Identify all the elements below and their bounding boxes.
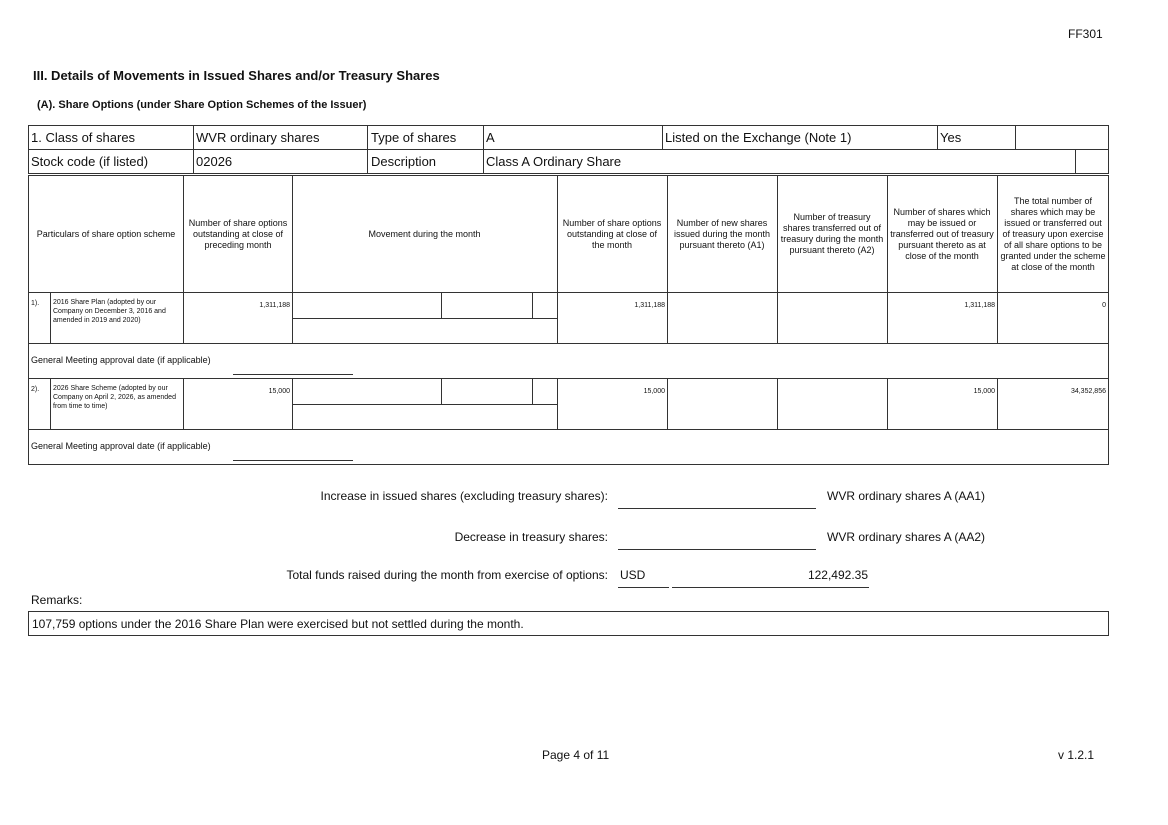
header-movement: Movement during the month	[368, 228, 481, 239]
stock-code-value: 02026	[196, 154, 233, 169]
scheme-1-gm-date-field[interactable]	[233, 374, 353, 375]
funds-amount: 122,492.35	[807, 568, 868, 582]
scheme-1-opening: 1,311,188	[259, 302, 290, 309]
page-number: Page 4 of 11	[542, 748, 610, 762]
form-code: FF301	[1068, 27, 1103, 41]
scheme-2-gm-date-field[interactable]	[233, 460, 353, 461]
scheme-2-name: 2026 Share Scheme (adopted by our Company on April 2, 2026, as amended from time to time)	[53, 385, 176, 410]
header-total-grant: The total number of shares which may be issued or transferred out of treasury upon exercise of all share options to be granted under the scheme at close of the month	[1000, 195, 1106, 272]
decrease-suffix: WVR ordinary shares A (AA2)	[827, 530, 986, 544]
decrease-label: Decrease in treasury shares:	[454, 530, 608, 544]
scheme-2-movement-box	[441, 378, 533, 405]
scheme-2-total-grant: 34,352,856	[1070, 388, 1106, 395]
scheme-1-may-issue: 1,311,188	[964, 302, 995, 309]
scheme-1-total-grant: 0	[1102, 302, 1106, 309]
scheme-2-closing: 15,000	[643, 388, 665, 395]
scheme-2-number: 2).	[31, 386, 40, 393]
class-of-shares-value: WVR ordinary shares	[196, 130, 320, 145]
version: v 1.2.1	[1058, 748, 1095, 762]
listed-label: Listed on the Exchange (Note 1)	[665, 130, 852, 145]
type-of-shares-value: A	[486, 130, 495, 145]
increase-field[interactable]	[618, 508, 816, 509]
scheme-1-gm-label: General Meeting approval date (if applicable)	[31, 355, 211, 365]
listed-value: Yes	[940, 130, 962, 145]
header-opening: Number of share options outstanding at close of preceding month	[188, 217, 288, 250]
scheme-1-name: 2016 Share Plan (adopted by our Company on December 3, 2016 and amended in 2019 and 2020)	[53, 299, 166, 324]
header-may-issue: Number of shares which may be issued or transferred out of treasury pursuant thereto as at close of the month	[890, 206, 994, 261]
remarks-box[interactable]: 107,759 options under the 2016 Share Plan were exercised but not settled during the month.	[28, 611, 1109, 636]
remarks-label: Remarks:	[31, 593, 83, 607]
funds-label: Total funds raised during the month from exercise of options:	[286, 568, 608, 582]
scheme-1-closing: 1,311,188	[634, 302, 665, 309]
header-closing: Number of share options outstanding at close of the month	[562, 217, 662, 250]
increase-label: Increase in issued shares (excluding treasury shares):	[320, 489, 608, 503]
header-particulars: Particulars of share option scheme	[36, 228, 176, 239]
stock-code-label: Stock code (if listed)	[31, 154, 149, 169]
description-label: Description	[371, 154, 437, 169]
scheme-2-opening: 15,000	[268, 388, 290, 395]
header-new-shares: Number of new shares issued during the month pursuant thereto (A1)	[673, 217, 771, 250]
type-of-shares-label: Type of shares	[371, 130, 457, 145]
scheme-2-gm-label: General Meeting approval date (if applicable)	[31, 441, 211, 451]
class-of-shares-label: 1. Class of shares	[31, 130, 136, 145]
increase-suffix: WVR ordinary shares A (AA1)	[827, 489, 986, 503]
section-title: III. Details of Movements in Issued Shares and/or Treasury Shares	[33, 68, 440, 83]
subsection-title: (A). Share Options (under Share Option Schemes of the Issuer)	[37, 99, 367, 111]
description-value: Class A Ordinary Share	[486, 154, 622, 169]
header-treasury: Number of treasury shares transferred out of treasury during the month pursuant thereto (A2)	[780, 212, 884, 255]
decrease-field[interactable]	[618, 549, 816, 550]
scheme-2-may-issue: 15,000	[973, 388, 995, 395]
scheme-1-number: 1).	[31, 300, 40, 307]
scheme-1-movement-box	[441, 292, 533, 319]
funds-currency: USD	[620, 568, 646, 582]
